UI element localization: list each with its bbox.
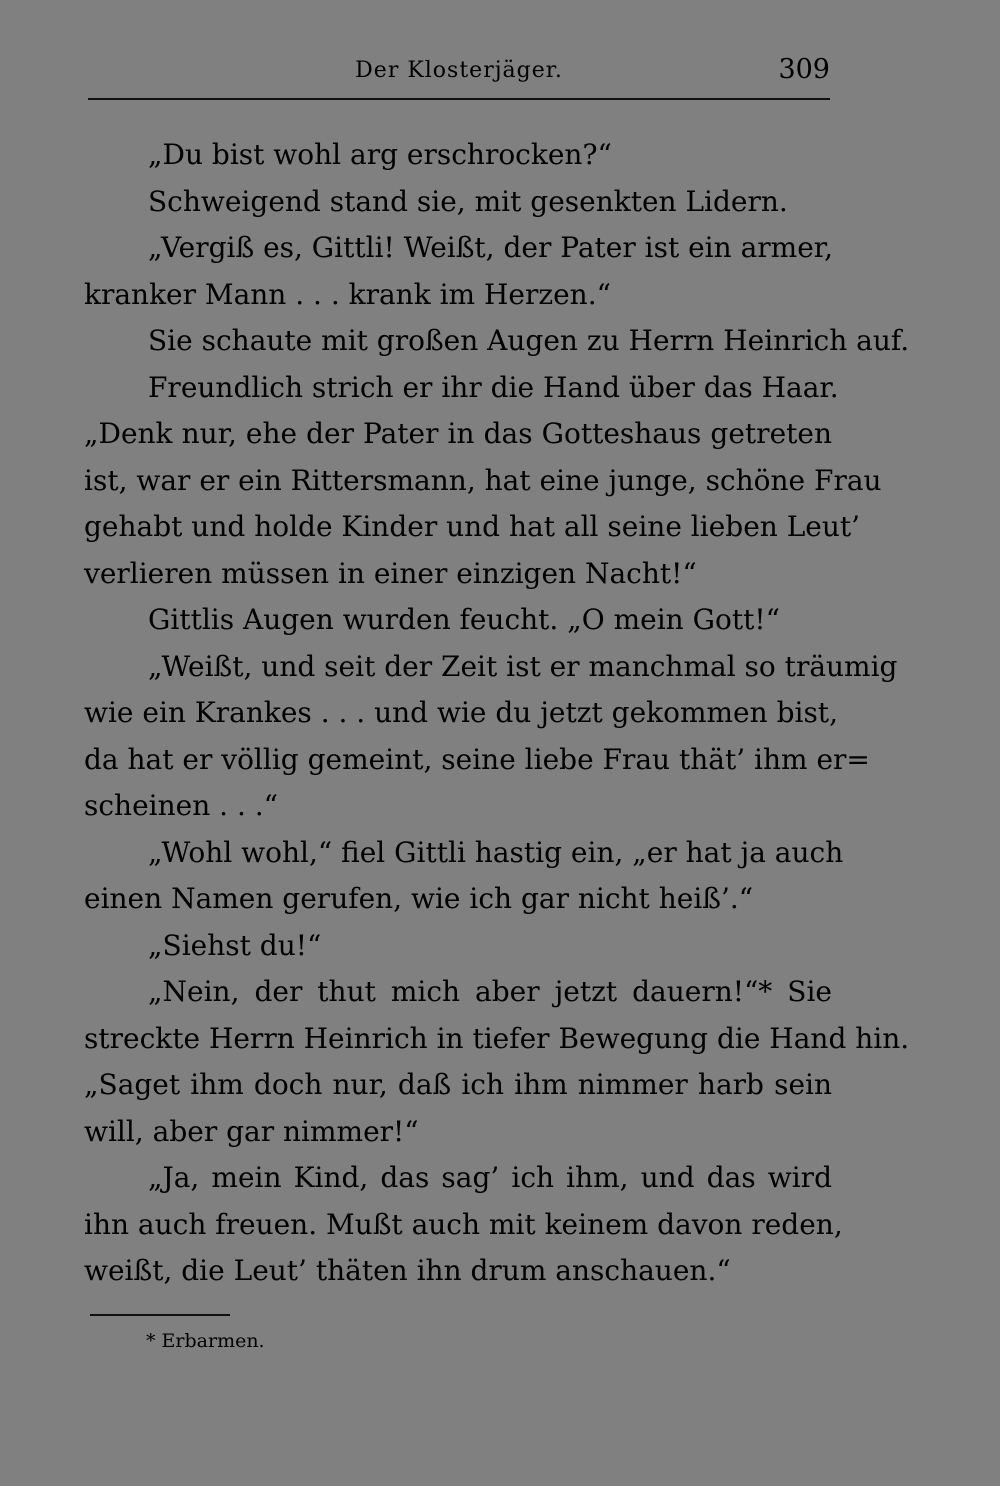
text-line: ist, war er ein Rittersmann, hat eine junge, schöne Frau [84,463,882,497]
text-line: „Vergiß es, Gittli! Weißt, der Pater ist ein armer, [148,231,833,264]
text-line: „Siehst du!“ [148,928,322,962]
text-line: „Weißt, und seit der Zeit ist er manchmal so träumig [148,649,898,683]
header-rule [88,98,830,100]
text-line: Sie schaute mit großen Augen zu Herrn Heinrich auf. [148,324,910,357]
text-line: scheinen . . .“ [84,789,278,822]
text-line: einen Namen gerufen, wie ich gar nicht heiß’.“ [84,882,754,915]
text-line: will, aber gar nimmer!“ [84,1114,419,1148]
running-head [88,54,830,88]
text-line: „Denk nur, ehe der Pater in das Gotteshaus getreten [84,417,832,450]
text-line: „Saget ihm doch nur, daß ich ihm nimmer harb sein [84,1068,832,1101]
page-number: 309 [778,54,830,85]
text-line: da hat er völlig gemeint, seine liebe Frau thät’ ihm er= [84,742,870,776]
footnote: * Erbarmen. [146,1330,265,1352]
text-line: „Du bist wohl arg erschrocken?“ [148,138,612,171]
text-line: „Nein, der thut mich aber jetzt dauern!“* Sie [148,975,832,1008]
text-line: wie ein Krankes . . . und wie du jetzt gekommen bist, [84,696,838,729]
text-line: streckte Herrn Heinrich in tiefer Bewegung die Hand hin. [84,1021,910,1055]
body-text [84,132,910,1295]
text-line: ihn auch freuen. Mußt auch mit keinem davon reden, [84,1207,843,1241]
text-line: kranker Mann . . . krank im Herzen.“ [84,277,611,311]
text-line: weißt, die Leut’ thäten ihn drum anschauen.“ [84,1254,731,1287]
text-line: Schweigend stand sie, mit gesenkten Lidern. [148,184,788,218]
text-line: „Wohl wohl,“ fiel Gittli hastig ein, „er hat ja auch [148,835,844,869]
text-line: Freundlich strich er ihr die Hand über das Haar. [148,370,839,404]
text-line: verlieren müssen in einer einzigen Nacht!“ [84,556,697,590]
text-line: gehabt und holde Kinder und hat all seine lieben Leut’ [84,510,861,543]
text-line: Gittlis Augen wurden feucht. „O mein Gott!“ [148,603,780,636]
footnote-rule [90,1314,230,1316]
running-title: Der Klosterjäger. [355,58,563,83]
text-line: „Ja, mein Kind, das sag’ ich ihm, und das wird [148,1161,832,1194]
